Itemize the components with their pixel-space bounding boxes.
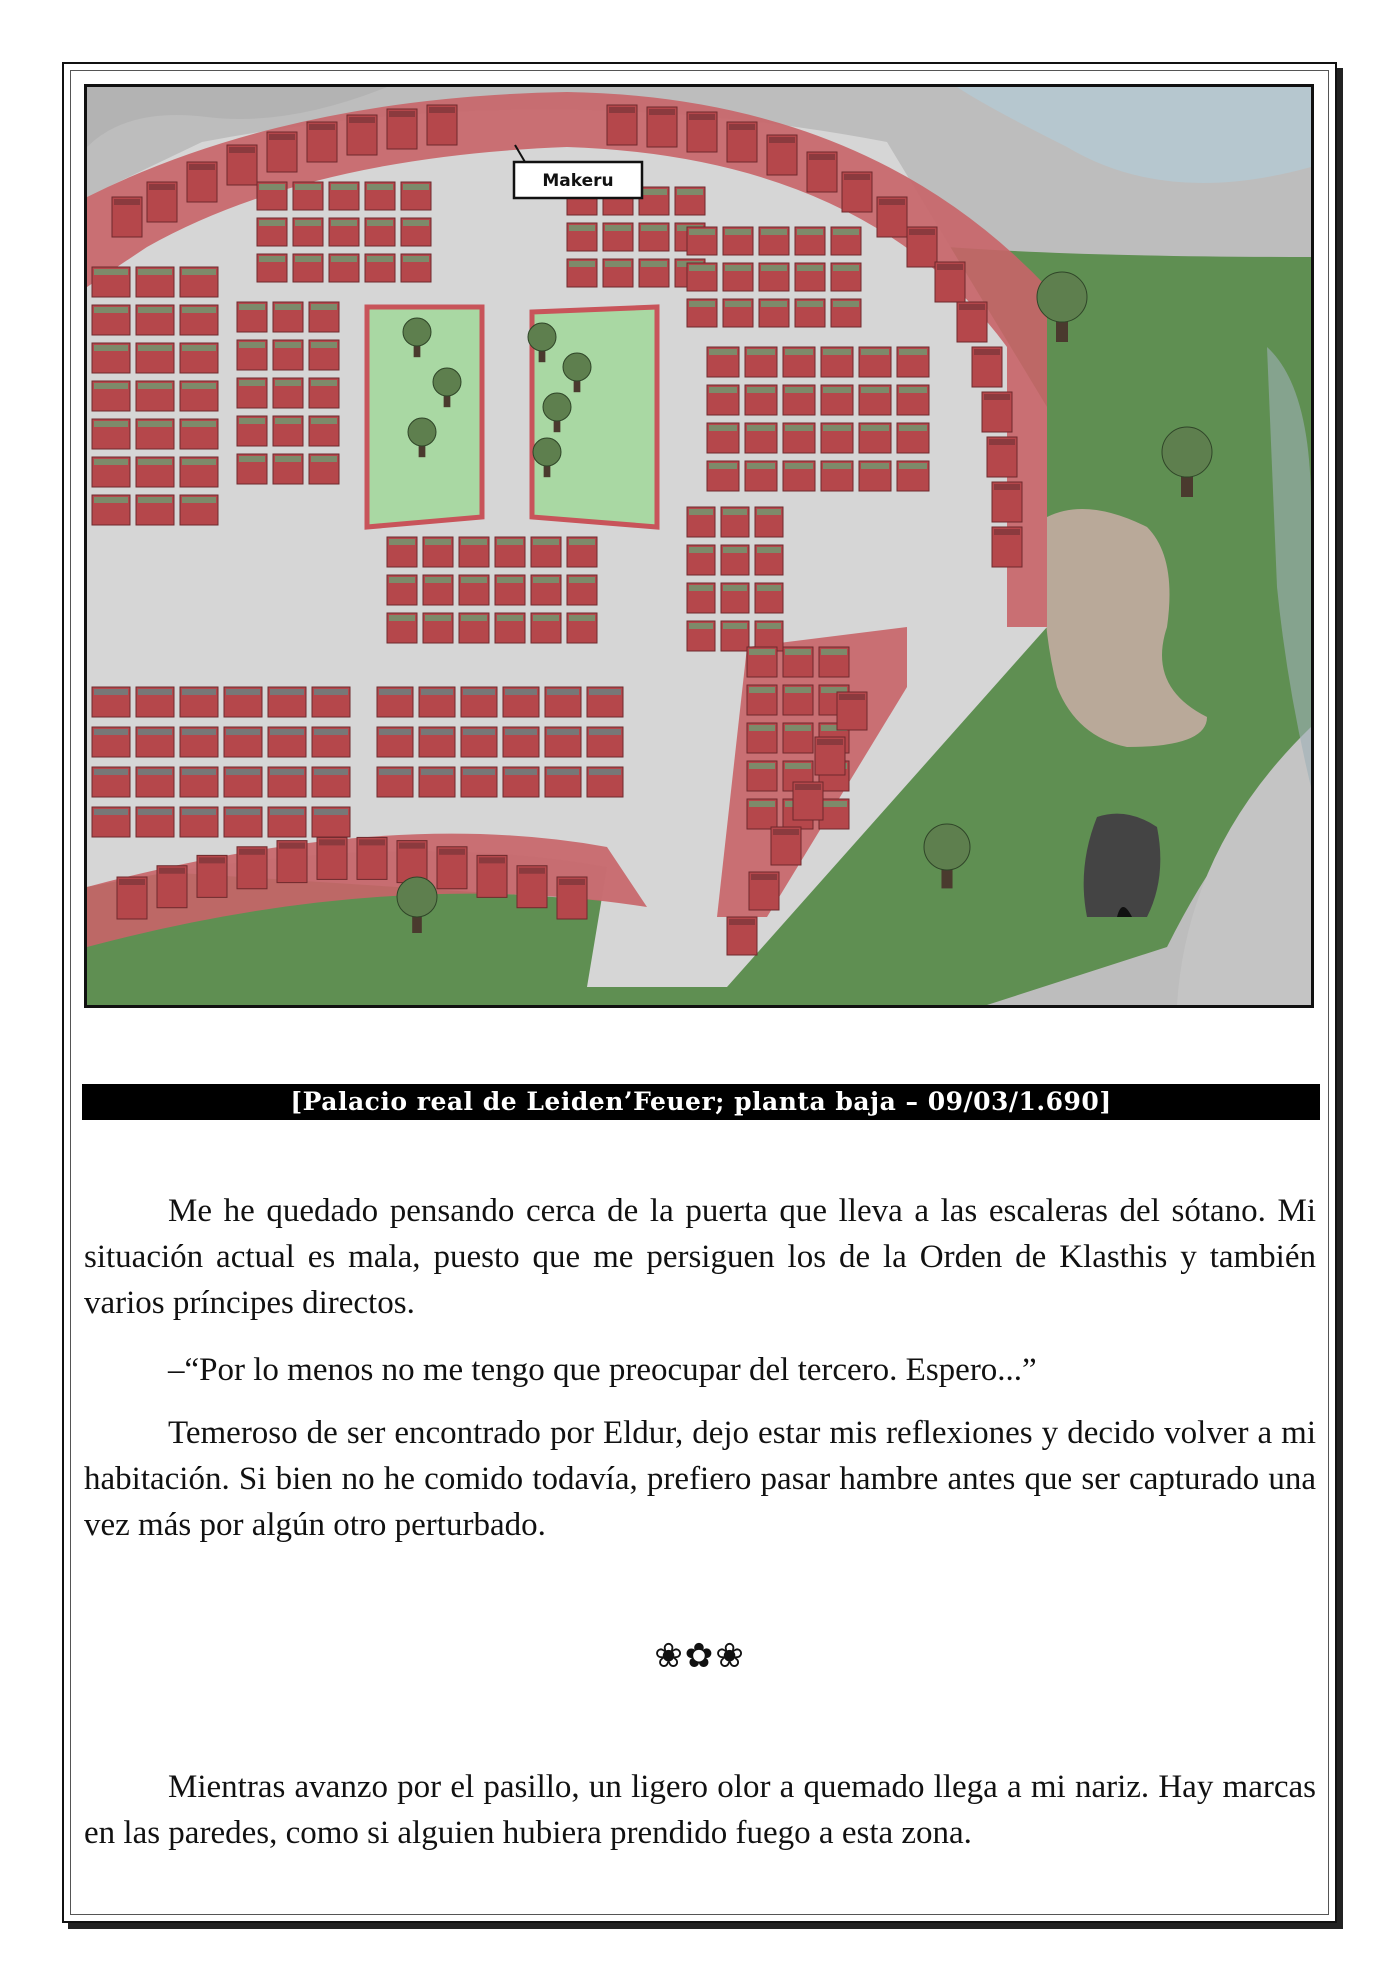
map-house (273, 302, 303, 332)
map-house (365, 218, 395, 246)
map-house (747, 723, 777, 753)
map-house (92, 687, 130, 717)
paragraph-1-wrap (84, 1188, 1316, 1326)
map-house (567, 537, 597, 567)
map-house (387, 537, 417, 567)
map-house (427, 105, 457, 145)
map-house (992, 482, 1022, 522)
map-house (117, 877, 147, 919)
map-house (461, 727, 497, 757)
paragraph-3-wrap (84, 1410, 1316, 1548)
map-house (567, 613, 597, 643)
map-house (721, 583, 749, 613)
map-house (815, 737, 845, 775)
map-house (268, 767, 306, 797)
map-caption: [Palacio real de Leiden’Feuer; planta baja – 09/03/1.690] (82, 1084, 1320, 1120)
map-house (897, 461, 929, 491)
map-house (347, 115, 377, 155)
map-house (721, 545, 749, 575)
map-house (783, 723, 813, 753)
map-house (897, 423, 929, 453)
map-house (587, 687, 623, 717)
map-house (329, 182, 359, 210)
map-house (821, 347, 853, 377)
map-house (783, 647, 813, 677)
map-house (767, 135, 797, 175)
paragraph-1: Me he quedado pensando cerca de la puerta que lleva a las escaleras del sótano. Mi situación actual es mala, puesto que me persiguen los de la Orden de Klasthis y también varios príncipes directos. (84, 1193, 1316, 1321)
map-house (267, 132, 297, 172)
map-house (795, 299, 825, 327)
map-house (180, 727, 218, 757)
map-house (603, 223, 633, 251)
map-house (531, 575, 561, 605)
map-house (92, 305, 130, 335)
map-house (723, 263, 753, 291)
map-house (273, 416, 303, 446)
map-house (859, 423, 891, 453)
map-house (387, 575, 417, 605)
map-house (759, 263, 789, 291)
map-house (309, 454, 339, 484)
map-house (401, 218, 431, 246)
paragraph-4: Mientras avanzo por el pasillo, un ligero olor a quemado llega a mi nariz. Hay marcas en las paredes, como si alguien hubiera prendido fuego a esta zona. (84, 1769, 1316, 1851)
map-house (312, 767, 350, 797)
map-house (136, 267, 174, 297)
map-house (783, 423, 815, 453)
map-house (92, 419, 130, 449)
map-house (687, 263, 717, 291)
paragraph-3: Temeroso de ser encontrado por Eldur, dejo estar mis reflexiones y decido volver a mi habitación. Si bien no he comido todavía, prefiero pasar hambre antes que ser capturado una vez más por algún otro perturbado. (84, 1415, 1316, 1543)
map-house (136, 687, 174, 717)
map-house (687, 583, 715, 613)
map-house (783, 685, 813, 715)
map-house (112, 197, 142, 237)
map-house (495, 537, 525, 567)
map-house (771, 827, 801, 865)
map-house (687, 621, 715, 651)
map-house (419, 687, 455, 717)
map-house (277, 841, 307, 883)
map-house (268, 727, 306, 757)
map-house (687, 227, 717, 255)
map-house (759, 299, 789, 327)
map-house (419, 727, 455, 757)
map-house (749, 872, 779, 910)
map-house (831, 227, 861, 255)
map-house (365, 182, 395, 210)
map-house (136, 381, 174, 411)
map-house (401, 182, 431, 210)
map-house (907, 227, 937, 267)
map-house (317, 837, 347, 879)
map-house (257, 254, 287, 282)
map-house (607, 105, 637, 145)
map-house (92, 767, 130, 797)
map-house (136, 727, 174, 757)
map-house (982, 392, 1012, 432)
map-house (707, 385, 739, 415)
map-house (587, 727, 623, 757)
map-house (972, 347, 1002, 387)
map-illustration (84, 84, 1314, 1008)
map-house (859, 461, 891, 491)
map-house (312, 807, 350, 837)
map-house (639, 187, 669, 215)
map-house (639, 259, 669, 287)
map-house (147, 182, 177, 222)
map-house (309, 340, 339, 370)
map-house (859, 385, 891, 415)
map-house (157, 866, 187, 908)
map-house (723, 227, 753, 255)
map-house (721, 621, 749, 651)
map-house (224, 807, 262, 837)
map-house (92, 267, 130, 297)
map-house (859, 347, 891, 377)
map-house (92, 457, 130, 487)
map-house (180, 457, 218, 487)
map-house (401, 254, 431, 282)
map-house (180, 767, 218, 797)
map-house (755, 583, 783, 613)
map-house (531, 613, 561, 643)
map-house (503, 727, 539, 757)
map-svg (87, 87, 1311, 1005)
map-house (365, 254, 395, 282)
map-house (687, 112, 717, 152)
map-house (92, 343, 130, 373)
map-house (793, 782, 823, 820)
paragraph-2-wrap (84, 1347, 1316, 1393)
map-house (237, 340, 267, 370)
map-house (437, 847, 467, 889)
map-house (273, 378, 303, 408)
map-house (136, 767, 174, 797)
map-house (387, 109, 417, 149)
map-house (329, 254, 359, 282)
map-house (92, 495, 130, 525)
map-house (180, 381, 218, 411)
map-house (293, 182, 323, 210)
map-house (837, 692, 867, 730)
map-house (180, 343, 218, 373)
map-house (136, 495, 174, 525)
map-house (136, 457, 174, 487)
map-house (459, 613, 489, 643)
map-house (224, 727, 262, 757)
map-house (745, 347, 777, 377)
map-house (603, 259, 633, 287)
map-house (567, 575, 597, 605)
map-house (273, 340, 303, 370)
map-house (187, 162, 217, 202)
map-house (224, 767, 262, 797)
map-house (821, 461, 853, 491)
map-house (136, 343, 174, 373)
map-house (237, 416, 267, 446)
map-house (747, 761, 777, 791)
map-house (459, 537, 489, 567)
map-house (180, 807, 218, 837)
map-house (257, 182, 287, 210)
map-house (755, 507, 783, 537)
map-house (783, 461, 815, 491)
map-house (423, 575, 453, 605)
map-house (723, 299, 753, 327)
map-house (821, 385, 853, 415)
map-house (273, 454, 303, 484)
map-house (545, 767, 581, 797)
map-house (647, 107, 677, 147)
section-separator: ❀✿❀ (654, 1636, 746, 1676)
map-house (745, 461, 777, 491)
map-house (687, 507, 715, 537)
map-house (237, 378, 267, 408)
map-house (312, 687, 350, 717)
map-house (545, 687, 581, 717)
map-house (136, 305, 174, 335)
map-house (495, 613, 525, 643)
map-house (377, 687, 413, 717)
map-house (821, 423, 853, 453)
map-house (831, 299, 861, 327)
map-house (545, 727, 581, 757)
map-house (707, 423, 739, 453)
map-house (567, 259, 597, 287)
map-house (257, 218, 287, 246)
map-house (329, 218, 359, 246)
map-house (897, 385, 929, 415)
map-house (377, 727, 413, 757)
map-house (745, 385, 777, 415)
map-house (707, 461, 739, 491)
map-house (357, 837, 387, 879)
map-house (707, 347, 739, 377)
map-house (293, 218, 323, 246)
map-house (180, 495, 218, 525)
map-house (423, 613, 453, 643)
map-house (237, 454, 267, 484)
map-house (423, 537, 453, 567)
map-house (312, 727, 350, 757)
map-house (747, 647, 777, 677)
map-house (687, 299, 717, 327)
map-house (877, 197, 907, 237)
map-house (957, 302, 987, 342)
map-house (461, 767, 497, 797)
map-house (309, 302, 339, 332)
map-house (237, 847, 267, 889)
paragraph-4-wrap (84, 1764, 1316, 1856)
map-house (495, 575, 525, 605)
map-house (747, 685, 777, 715)
map-house (180, 267, 218, 297)
map-house (92, 807, 130, 837)
map-house (136, 419, 174, 449)
map-house (309, 416, 339, 446)
map-house (387, 613, 417, 643)
map-house (755, 545, 783, 575)
map-house (897, 347, 929, 377)
map-house (747, 799, 777, 829)
map-house (557, 877, 587, 919)
map-house (517, 866, 547, 908)
map-house (197, 855, 227, 897)
map-house (268, 687, 306, 717)
map-house (307, 122, 337, 162)
map-house (745, 423, 777, 453)
map-house (819, 647, 849, 677)
map-house (293, 254, 323, 282)
map-house (727, 122, 757, 162)
map-house (687, 545, 715, 575)
map-house (675, 187, 705, 215)
map-house (831, 263, 861, 291)
map-house (180, 687, 218, 717)
map-house (935, 262, 965, 302)
map-house (459, 575, 489, 605)
map-house (987, 437, 1017, 477)
map-house (377, 767, 413, 797)
paragraph-dialogue: –“Por lo menos no me tengo que preocupar del tercero. Espero...” (168, 1352, 1037, 1388)
map-house (639, 223, 669, 251)
map-house (503, 687, 539, 717)
map-house (268, 807, 306, 837)
map-rock-outcrop (1084, 814, 1161, 917)
map-house (721, 507, 749, 537)
map-house (727, 917, 757, 955)
map-house (237, 302, 267, 332)
map-house (180, 305, 218, 335)
map-house (180, 419, 218, 449)
map-house (992, 527, 1022, 567)
map-house (397, 841, 427, 883)
map-house (531, 537, 561, 567)
map-house (477, 855, 507, 897)
map-house (587, 767, 623, 797)
map-house (503, 767, 539, 797)
map-house (759, 227, 789, 255)
map-house (224, 687, 262, 717)
map-house (419, 767, 455, 797)
map-house (783, 385, 815, 415)
map-house (461, 687, 497, 717)
map-house (783, 347, 815, 377)
map-house (795, 263, 825, 291)
map-house (309, 378, 339, 408)
map-house (92, 727, 130, 757)
map-label-makeru: Makeru (542, 171, 614, 191)
map-house (136, 807, 174, 837)
map-house (567, 223, 597, 251)
map-house (92, 381, 130, 411)
map-house (795, 227, 825, 255)
map-house (842, 172, 872, 212)
map-house (807, 152, 837, 192)
map-house (227, 145, 257, 185)
